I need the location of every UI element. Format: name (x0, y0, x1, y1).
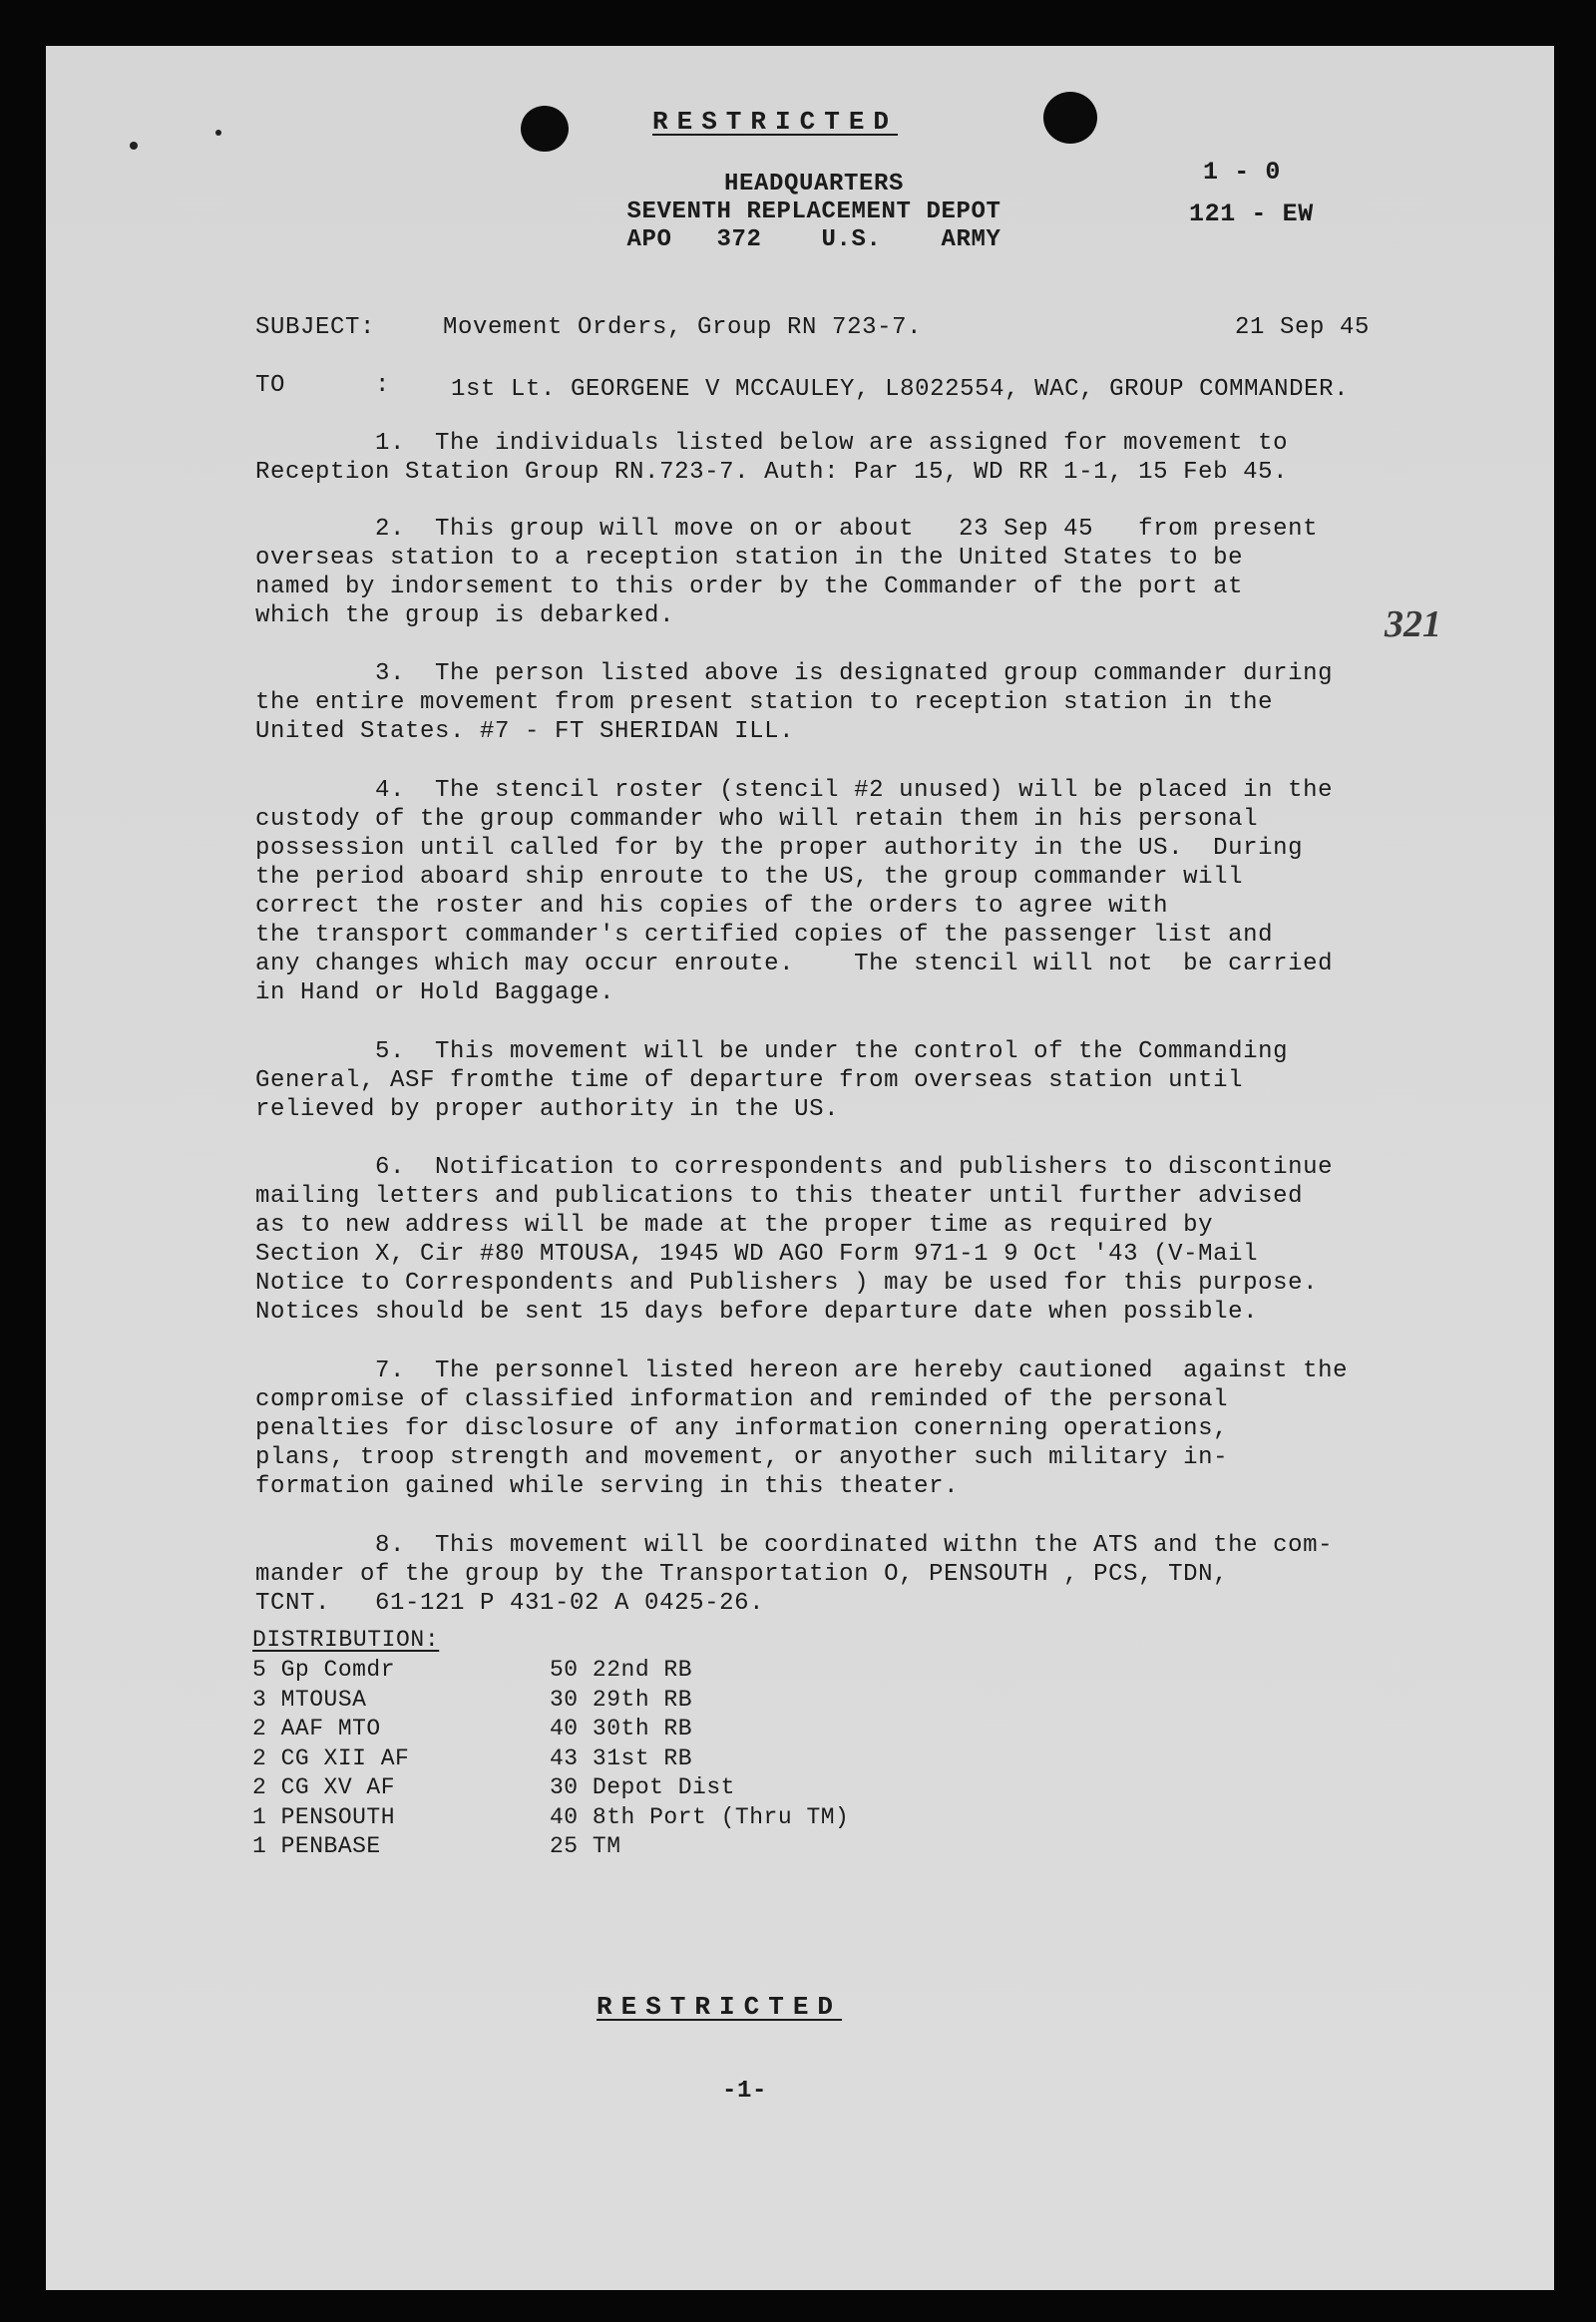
paragraph-line: Notice to Correspondents and Publishers ) may be used for this purpose. (255, 1270, 1319, 1297)
paragraph-line: 3. The person listed above is designated group commander during (255, 660, 1334, 687)
paragraph-line: plans, troop strength and movement, or anyother such military in- (255, 1444, 1229, 1471)
paragraph-line: Notices should be sent 15 days before departure date when possible. (255, 1299, 1259, 1326)
document-page (46, 46, 1554, 2290)
file-ref-2: 121 - EW (1189, 199, 1314, 228)
subject-text: Movement Orders, Group RN 723-7. (443, 314, 923, 341)
paragraph-line: 6. Notification to correspondents and publishers to discontinue (255, 1154, 1334, 1181)
paragraph-line: compromise of classified information and reminded of the personal (255, 1386, 1229, 1413)
paragraph-line: the period aboard ship enroute to the US, the group commander will (255, 864, 1244, 891)
punch-hole-left (521, 106, 569, 152)
paragraph-line: 7. The personnel listed hereon are hereby cautioned against the (255, 1357, 1349, 1384)
classification-top: RESTRICTED (652, 107, 899, 137)
page-number: -1- (722, 2078, 768, 2105)
paragraph-line: General, ASF fromthe time of departure from overseas station until (255, 1067, 1244, 1094)
paragraph-line: mander of the group by the Transportation O, PENSOUTH , PCS, TDN, (255, 1561, 1229, 1588)
paragraph-line: the entire movement from present station to reception station in the (255, 689, 1274, 716)
distribution-recipient: 1 PENSOUTH (252, 1803, 396, 1830)
distribution-recipient: 2 AAF MTO (252, 1716, 381, 1742)
stray-mark (215, 130, 221, 136)
office-line-2: SEVENTH REPLACEMENT DEPOT (626, 198, 1001, 225)
paragraph-line: relieved by proper authority in the US. (255, 1096, 840, 1123)
distribution-recipient: 1 PENBASE (252, 1833, 381, 1859)
distribution-heading: DISTRIBUTION: (252, 1627, 440, 1653)
paragraph-line: Section X, Cir #80 MTOUSA, 1945 WD AGO Form 971-1 9 Oct '43 (V-Mail (255, 1241, 1259, 1268)
paragraph-line: penalties for disclosure of any information conerning operations, (255, 1415, 1229, 1442)
paragraph-line: 2. This group will move on or about 23 Sep 45 from present (255, 516, 1319, 543)
distribution-recipient: 2 CG XII AF (252, 1744, 410, 1771)
distribution-recipient: 5 Gp Comdr (252, 1657, 396, 1683)
paragraph-line: 8. This movement will be coordinated withn the ATS and the com- (255, 1532, 1334, 1559)
classification-bottom: RESTRICTED (597, 1992, 843, 2022)
paragraph-line: 5. This movement will be under the control of the Commanding (255, 1038, 1289, 1065)
margin-number: 321 (1385, 603, 1441, 645)
paragraph-line: 4. The stencil roster (stencil #2 unused) will be placed in the (255, 777, 1334, 804)
paragraph-line: possession until called for by the proper authority in the US. During (255, 835, 1304, 862)
subject-date: 21 Sep 45 (1235, 314, 1371, 341)
paragraph-line: formation gained while serving in this theater. (255, 1473, 960, 1500)
paragraph-line: custody of the group commander who will retain them in his personal (255, 806, 1259, 833)
paragraph-line: any changes which may occur enroute. The stencil will not be carried (255, 951, 1334, 977)
to-label: TO : (255, 372, 391, 399)
distribution-recipient: 2 CG XV AF (252, 1774, 396, 1800)
paragraph-line: overseas station to a reception station in the United States to be (255, 545, 1244, 572)
paragraph-line: as to new address will be made at the proper time as required by (255, 1212, 1214, 1239)
office-line-3: APO 372 U.S. ARMY (626, 226, 1001, 253)
paragraph-line: the transport commander's certified copies of the passenger list and (255, 922, 1274, 949)
paragraph-line: mailing letters and publications to this theater until further advised (255, 1183, 1304, 1210)
distribution-recipient: 43 31st RB (550, 1744, 693, 1771)
to-text: 1st Lt. GEORGENE V MCCAULEY, L8022554, WAC, GROUP COMMANDER. (451, 376, 1350, 403)
paragraph-line: correct the roster and his copies of the orders to agree with (255, 893, 1169, 920)
office-line-1: HEADQUARTERS (723, 171, 905, 197)
paragraph-line: United States. #7 - FT SHERIDAN ILL. (255, 718, 795, 745)
stray-mark (130, 142, 138, 150)
paragraph-line: TCNT. 61-121 P 431-02 A 0425-26. (255, 1590, 765, 1617)
paragraph-line: 1. The individuals listed below are assigned for movement to (255, 430, 1289, 457)
distribution-recipient: 40 8th Port (Thru TM) (550, 1803, 850, 1830)
punch-hole-right (1043, 92, 1097, 144)
distribution-recipient: 25 TM (550, 1833, 621, 1859)
distribution-recipient: 40 30th RB (550, 1716, 693, 1742)
distribution-recipient: 30 Depot Dist (550, 1774, 735, 1800)
distribution-recipient: 3 MTOUSA (252, 1686, 367, 1713)
paragraph-line: which the group is debarked. (255, 602, 675, 629)
subject-label: SUBJECT: (255, 314, 376, 341)
paragraph-line: named by indorsement to this order by the Commander of the port at (255, 574, 1244, 600)
distribution-recipient: 50 22nd RB (550, 1657, 693, 1683)
paragraph-line: Reception Station Group RN.723-7. Auth: Par 15, WD RR 1-1, 15 Feb 45. (255, 459, 1289, 486)
file-ref-1: 1 - 0 (1203, 158, 1282, 187)
distribution-recipient: 30 29th RB (550, 1686, 693, 1713)
paragraph-line: in Hand or Hold Baggage. (255, 979, 615, 1006)
